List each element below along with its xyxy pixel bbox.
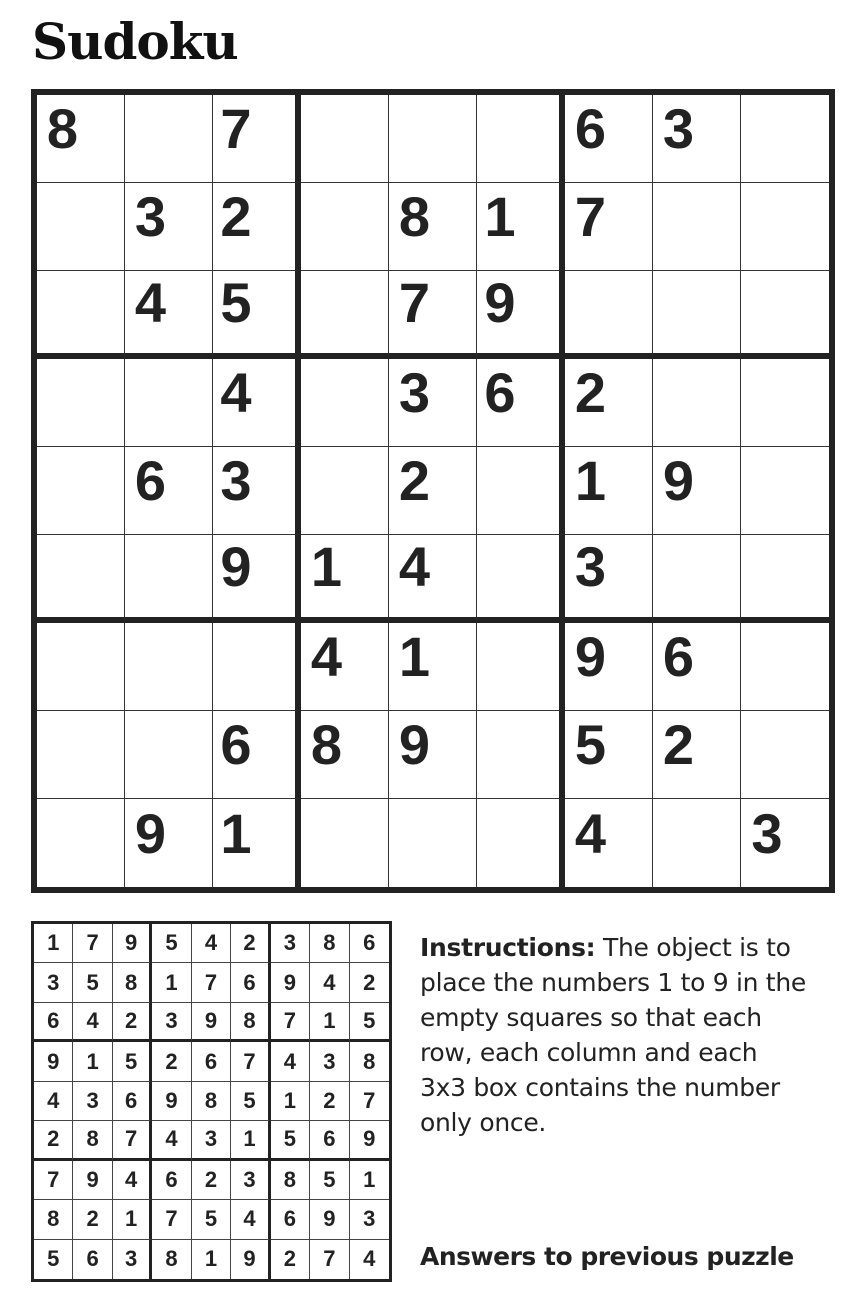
- instructions: [420, 930, 810, 1140]
- puzzle-cell-r3-c1[interactable]: [37, 271, 125, 359]
- puzzle-cell-r2-c6: [477, 183, 565, 271]
- puzzle-cell-r6-c8[interactable]: [653, 535, 741, 623]
- answer-digit: 5: [243, 1087, 256, 1113]
- puzzle-digit: 9: [484, 270, 516, 334]
- puzzle-digit: 9: [134, 801, 167, 865]
- answer-digit: 4: [86, 1008, 99, 1034]
- answer-digit: 3: [243, 1166, 256, 1192]
- puzzle-digit: 5: [220, 270, 252, 334]
- answer-cell-r6-c4: [152, 1121, 191, 1160]
- answers-caption: Answers to previous puzzle: [420, 1242, 794, 1271]
- puzzle-cell-r8-c6[interactable]: [477, 711, 565, 799]
- answer-digit: 4: [124, 1166, 138, 1192]
- page-title: Sudoku: [32, 12, 238, 71]
- answer-cell-r6-c8: [310, 1121, 349, 1160]
- puzzle-digit: 5: [574, 713, 607, 776]
- puzzle-cell-r9-c5[interactable]: [389, 799, 477, 887]
- answer-digit: 7: [323, 1246, 336, 1272]
- answer-cell-r9-c9: [350, 1240, 389, 1279]
- puzzle-digit: 3: [134, 185, 167, 248]
- answer-cell-r2-c5: [192, 963, 231, 1002]
- answer-cell-r1-c1: [34, 924, 73, 963]
- answer-cell-r7-c1: [34, 1161, 73, 1200]
- answer-digit: 4: [243, 1206, 256, 1232]
- puzzle-cell-r4-c5: [389, 359, 477, 447]
- answer-digit: 8: [86, 1126, 99, 1152]
- puzzle-cell-r2-c8[interactable]: [653, 183, 741, 271]
- puzzle-digit: 4: [134, 270, 167, 334]
- answer-cell-r5-c9: [350, 1082, 389, 1121]
- puzzle-cell-r3-c3: [213, 271, 301, 359]
- answer-cell-r9-c1: [34, 1240, 73, 1279]
- answer-digit: 3: [165, 1008, 178, 1034]
- puzzle-digit: 6: [134, 449, 167, 512]
- answer-cell-r5-c4: [152, 1082, 191, 1121]
- answer-cell-r4-c7: [271, 1042, 310, 1081]
- puzzle-cell-r8-c4: [301, 711, 389, 799]
- answer-digit: 9: [124, 930, 138, 956]
- answer-cell-r8-c7: [271, 1200, 310, 1239]
- puzzle-cell-r5-c5: [389, 447, 477, 535]
- puzzle-digit: 8: [310, 713, 343, 776]
- puzzle-digit: 3: [662, 97, 695, 160]
- puzzle-digit: 3: [220, 449, 252, 512]
- answer-digit: 3: [86, 1087, 99, 1113]
- answer-digit: 2: [363, 969, 376, 995]
- answer-digit: 2: [323, 1087, 336, 1113]
- puzzle-cell-r1-c2[interactable]: [125, 95, 213, 183]
- answer-cell-r7-c4: [152, 1161, 191, 1200]
- puzzle-cell-r7-c7: [565, 623, 653, 711]
- answer-cell-r8-c8: [310, 1200, 349, 1239]
- puzzle-cell-r5-c7: [565, 447, 653, 535]
- answer-digit: 2: [243, 930, 256, 956]
- answer-cell-r8-c5: [192, 1200, 231, 1239]
- puzzle-cell-r3-c7[interactable]: [565, 271, 653, 359]
- puzzle-cell-r6-c7: [565, 535, 653, 623]
- puzzle-cell-r2-c1[interactable]: [37, 183, 125, 271]
- puzzle-cell-r4-c6: [477, 359, 565, 447]
- answer-digit: 6: [283, 1206, 296, 1232]
- puzzle-digit: 2: [398, 449, 431, 512]
- puzzle-cell-r4-c3: [213, 359, 301, 447]
- puzzle-digit: 1: [574, 449, 607, 512]
- puzzle-digit: 2: [220, 185, 252, 248]
- puzzle-cell-r9-c2: [125, 799, 213, 887]
- answer-cell-r1-c9: [350, 924, 389, 963]
- answer-digit: 7: [47, 1166, 60, 1192]
- puzzle-cell-r8-c9[interactable]: [741, 711, 829, 799]
- puzzle-cell-r2-c9[interactable]: [741, 183, 829, 271]
- answer-cell-r4-c9: [350, 1042, 389, 1081]
- puzzle-cell-r7-c9[interactable]: [741, 623, 829, 711]
- answer-digit: 1: [165, 969, 178, 995]
- answer-digit: 3: [283, 930, 296, 956]
- puzzle-digit: 2: [662, 713, 695, 776]
- answer-digit: 1: [47, 930, 60, 956]
- puzzle-cell-r5-c1[interactable]: [37, 447, 125, 535]
- answer-digit: 7: [124, 1126, 138, 1152]
- puzzle-cell-r1-c9[interactable]: [741, 95, 829, 183]
- answer-digit: 9: [86, 1166, 99, 1192]
- answer-digit: 6: [323, 1126, 336, 1152]
- answer-digit: 5: [283, 1126, 296, 1152]
- puzzle-digit: 6: [574, 97, 607, 160]
- answer-digit: 1: [323, 1008, 336, 1034]
- answer-digit: 8: [47, 1206, 60, 1232]
- answer-cell-r3-c1: [34, 1003, 73, 1042]
- puzzle-digit: 3: [574, 534, 607, 598]
- puzzle-digit: 3: [398, 361, 431, 424]
- puzzle-cell-r7-c5: [389, 623, 477, 711]
- puzzle-cell-r9-c4[interactable]: [301, 799, 389, 887]
- answer-cell-r2-c2: [73, 963, 112, 1002]
- answer-cell-r2-c8: [310, 963, 349, 1002]
- answer-cell-r3-c5: [192, 1003, 231, 1042]
- answer-digit: 6: [204, 1048, 218, 1074]
- answer-digit: 2: [47, 1126, 60, 1152]
- puzzle-cell-r3-c9[interactable]: [741, 271, 829, 359]
- answer-digit: 7: [165, 1206, 178, 1232]
- answer-cell-r1-c4: [152, 924, 191, 963]
- answer-cell-r6-c1: [34, 1121, 73, 1160]
- puzzle-digit: 4: [574, 801, 607, 865]
- puzzle-cell-r4-c1[interactable]: [37, 359, 125, 447]
- answer-cell-r7-c3: [113, 1161, 152, 1200]
- puzzle-digit: 1: [398, 625, 431, 688]
- answer-digit: 4: [363, 1246, 376, 1272]
- answer-digit: 1: [243, 1126, 256, 1152]
- answer-cell-r3-c2: [73, 1003, 112, 1042]
- previous-answers-grid: [31, 921, 392, 1282]
- answer-digit: 8: [323, 930, 336, 956]
- answer-digit: 6: [124, 1087, 138, 1113]
- answer-digit: 5: [124, 1048, 138, 1074]
- answer-cell-r7-c9: [350, 1161, 389, 1200]
- puzzle-digit: 7: [574, 185, 607, 248]
- puzzle-digit: 1: [484, 185, 516, 248]
- answer-cell-r5-c5: [192, 1082, 231, 1121]
- answer-cell-r3-c4: [152, 1003, 191, 1042]
- puzzle-digit: 9: [220, 534, 252, 598]
- answer-cell-r9-c5: [192, 1240, 231, 1279]
- puzzle-cell-r4-c2[interactable]: [125, 359, 213, 447]
- puzzle-digit: 9: [574, 625, 607, 688]
- puzzle-cell-r6-c3: [213, 535, 301, 623]
- answer-cell-r6-c7: [271, 1121, 310, 1160]
- puzzle-cell-r8-c5: [389, 711, 477, 799]
- puzzle-cell-r3-c4[interactable]: [301, 271, 389, 359]
- answer-cell-r6-c9: [350, 1121, 389, 1160]
- answer-cell-r2-c1: [34, 963, 73, 1002]
- puzzle-cell-r9-c7: [565, 799, 653, 887]
- answer-digit: 8: [204, 1087, 218, 1113]
- answer-digit: 9: [323, 1206, 336, 1232]
- answer-cell-r1-c3: [113, 924, 152, 963]
- answer-cell-r2-c7: [271, 963, 310, 1002]
- answer-cell-r2-c6: [231, 963, 270, 1002]
- answer-digit: 4: [283, 1048, 296, 1074]
- answer-digit: 7: [283, 1008, 296, 1034]
- answer-cell-r3-c9: [350, 1003, 389, 1042]
- puzzle-digit: 7: [220, 97, 252, 160]
- instructions-text: The object is to place the numbers 1 to 9 in the empty squares so that each row, each column and each 3x3 box contains the number only once.: [420, 933, 806, 1137]
- puzzle-cell-r8-c3: [213, 711, 301, 799]
- puzzle-cell-r5-c8: [653, 447, 741, 535]
- answer-digit: 8: [165, 1246, 178, 1272]
- answer-cell-r2-c9: [350, 963, 389, 1002]
- puzzle-digit: 6: [662, 625, 695, 688]
- answer-cell-r5-c7: [271, 1082, 310, 1121]
- puzzle-cell-r1-c5[interactable]: [389, 95, 477, 183]
- answer-digit: 7: [86, 930, 99, 956]
- puzzle-cell-r8-c8: [653, 711, 741, 799]
- answer-cell-r4-c5: [192, 1042, 231, 1081]
- answer-digit: 2: [124, 1008, 138, 1034]
- answer-cell-r3-c6: [231, 1003, 270, 1042]
- puzzle-cell-r9-c1[interactable]: [37, 799, 125, 887]
- puzzle-cell-r2-c4[interactable]: [301, 183, 389, 271]
- puzzle-cell-r7-c2[interactable]: [125, 623, 213, 711]
- answer-cell-r8-c9: [350, 1200, 389, 1239]
- answer-digit: 3: [363, 1206, 376, 1232]
- puzzle-cell-r9-c8[interactable]: [653, 799, 741, 887]
- puzzle-cell-r3-c8[interactable]: [653, 271, 741, 359]
- answer-digit: 6: [165, 1166, 178, 1192]
- answer-cell-r4-c8: [310, 1042, 349, 1081]
- answer-digit: 5: [165, 930, 178, 956]
- answer-cell-r7-c7: [271, 1161, 310, 1200]
- answer-digit: 2: [86, 1206, 99, 1232]
- puzzle-cell-r3-c2: [125, 271, 213, 359]
- answer-digit: 1: [124, 1206, 138, 1232]
- puzzle-digit: 2: [574, 361, 607, 424]
- puzzle-cell-r6-c9[interactable]: [741, 535, 829, 623]
- answer-cell-r4-c6: [231, 1042, 270, 1081]
- answer-digit: 4: [323, 969, 336, 995]
- answer-cell-r9-c8: [310, 1240, 349, 1279]
- answer-digit: 1: [204, 1246, 218, 1272]
- answer-digit: 3: [47, 969, 60, 995]
- answer-digit: 5: [204, 1206, 218, 1232]
- answer-digit: 6: [243, 969, 256, 995]
- answer-digit: 4: [47, 1087, 60, 1113]
- puzzle-cell-r2-c5: [389, 183, 477, 271]
- answer-digit: 9: [47, 1048, 60, 1074]
- answer-cell-r4-c2: [73, 1042, 112, 1081]
- puzzle-cell-r8-c7: [565, 711, 653, 799]
- puzzle-cell-r6-c6[interactable]: [477, 535, 565, 623]
- puzzle-cell-r2-c7: [565, 183, 653, 271]
- answer-digit: 7: [243, 1048, 256, 1074]
- puzzle-cell-r1-c7: [565, 95, 653, 183]
- answer-digit: 8: [363, 1048, 376, 1074]
- puzzle-cell-r3-c6: [477, 271, 565, 359]
- puzzle-cell-r5-c6[interactable]: [477, 447, 565, 535]
- puzzle-digit: 1: [220, 801, 252, 865]
- answer-digit: 5: [47, 1246, 60, 1272]
- answer-cell-r8-c3: [113, 1200, 152, 1239]
- puzzle-cell-r9-c3: [213, 799, 301, 887]
- answer-cell-r6-c6: [231, 1121, 270, 1160]
- answer-cell-r5-c2: [73, 1082, 112, 1121]
- puzzle-digit: 9: [662, 449, 695, 512]
- puzzle-cell-r7-c6[interactable]: [477, 623, 565, 711]
- answer-cell-r8-c2: [73, 1200, 112, 1239]
- answer-cell-r9-c2: [73, 1240, 112, 1279]
- puzzle-cell-r6-c4: [301, 535, 389, 623]
- answer-cell-r3-c8: [310, 1003, 349, 1042]
- answer-cell-r8-c6: [231, 1200, 270, 1239]
- puzzle-cell-r7-c8: [653, 623, 741, 711]
- answer-digit: 8: [124, 969, 138, 995]
- puzzle-cell-r7-c3[interactable]: [213, 623, 301, 711]
- answer-digit: 3: [124, 1246, 138, 1272]
- answer-digit: 7: [204, 969, 218, 995]
- answer-cell-r5-c6: [231, 1082, 270, 1121]
- puzzle-digit: 6: [220, 713, 252, 776]
- answer-digit: 2: [204, 1166, 218, 1192]
- puzzle-cell-r1-c8: [653, 95, 741, 183]
- puzzle-cell-r9-c9: [741, 799, 829, 887]
- answer-cell-r6-c5: [192, 1121, 231, 1160]
- puzzle-cell-r7-c1[interactable]: [37, 623, 125, 711]
- puzzle-digit: 4: [220, 361, 252, 424]
- answer-cell-r1-c5: [192, 924, 231, 963]
- answer-cell-r4-c3: [113, 1042, 152, 1081]
- answer-digit: 3: [323, 1048, 336, 1074]
- answer-cell-r2-c4: [152, 963, 191, 1002]
- answer-digit: 1: [86, 1048, 99, 1074]
- puzzle-cell-r4-c8[interactable]: [653, 359, 741, 447]
- puzzle-cell-r1-c6[interactable]: [477, 95, 565, 183]
- answer-cell-r3-c3: [113, 1003, 152, 1042]
- puzzle-cell-r5-c9[interactable]: [741, 447, 829, 535]
- answer-cell-r6-c2: [73, 1121, 112, 1160]
- answer-cell-r9-c6: [231, 1240, 270, 1279]
- answer-cell-r5-c1: [34, 1082, 73, 1121]
- answer-cell-r6-c3: [113, 1121, 152, 1160]
- answer-cell-r2-c3: [113, 963, 152, 1002]
- answer-digit: 1: [283, 1087, 296, 1113]
- puzzle-cell-r4-c4[interactable]: [301, 359, 389, 447]
- answer-digit: 2: [283, 1246, 296, 1272]
- answer-cell-r7-c5: [192, 1161, 231, 1200]
- answer-digit: 5: [363, 1008, 376, 1034]
- puzzle-digit: 3: [751, 801, 783, 865]
- answer-digit: 9: [283, 969, 296, 995]
- answer-cell-r9-c3: [113, 1240, 152, 1279]
- puzzle-cell-r6-c5: [389, 535, 477, 623]
- puzzle-cell-r3-c5: [389, 271, 477, 359]
- puzzle-cell-r1-c3: [213, 95, 301, 183]
- answer-digit: 5: [86, 969, 99, 995]
- answer-cell-r1-c8: [310, 924, 349, 963]
- answer-cell-r9-c4: [152, 1240, 191, 1279]
- puzzle-cell-r6-c2[interactable]: [125, 535, 213, 623]
- answer-cell-r8-c1: [34, 1200, 73, 1239]
- answer-cell-r5-c8: [310, 1082, 349, 1121]
- answer-digit: 1: [363, 1166, 376, 1192]
- puzzle-cell-r1-c4[interactable]: [301, 95, 389, 183]
- answer-digit: 8: [283, 1166, 296, 1192]
- answer-digit: 6: [47, 1008, 60, 1034]
- puzzle-digit: 9: [398, 713, 431, 776]
- puzzle-cell-r4-c7: [565, 359, 653, 447]
- answer-cell-r1-c2: [73, 924, 112, 963]
- answer-cell-r4-c4: [152, 1042, 191, 1081]
- answer-digit: 5: [323, 1166, 336, 1192]
- answer-digit: 8: [243, 1008, 256, 1034]
- puzzle-cell-r1-c1: [37, 95, 125, 183]
- puzzle-digit: 1: [310, 534, 343, 598]
- puzzle-digit: 7: [398, 270, 431, 334]
- answer-digit: 2: [165, 1048, 178, 1074]
- puzzle-cell-r8-c1[interactable]: [37, 711, 125, 799]
- answer-digit: 7: [363, 1087, 376, 1113]
- answer-digit: 4: [165, 1126, 178, 1152]
- answer-cell-r8-c4: [152, 1200, 191, 1239]
- answer-digit: 9: [204, 1008, 218, 1034]
- answer-cell-r1-c6: [231, 924, 270, 963]
- puzzle-cell-r5-c4[interactable]: [301, 447, 389, 535]
- answer-cell-r9-c7: [271, 1240, 310, 1279]
- puzzle-digit: 8: [46, 97, 79, 160]
- puzzle-cell-r5-c2: [125, 447, 213, 535]
- puzzle-cell-r9-c6[interactable]: [477, 799, 565, 887]
- puzzle-digit: 4: [310, 625, 343, 688]
- puzzle-cell-r8-c2[interactable]: [125, 711, 213, 799]
- puzzle-cell-r2-c2: [125, 183, 213, 271]
- answer-digit: 9: [165, 1087, 178, 1113]
- answer-digit: 9: [243, 1246, 256, 1272]
- answer-digit: 6: [86, 1246, 99, 1272]
- answer-cell-r3-c7: [271, 1003, 310, 1042]
- puzzle-cell-r5-c3: [213, 447, 301, 535]
- answer-digit: 3: [204, 1126, 218, 1152]
- answer-cell-r4-c1: [34, 1042, 73, 1081]
- puzzle-cell-r6-c1[interactable]: [37, 535, 125, 623]
- answer-cell-r7-c8: [310, 1161, 349, 1200]
- answer-cell-r5-c3: [113, 1082, 152, 1121]
- sudoku-puzzle-grid: [31, 89, 835, 893]
- answer-digit: 9: [363, 1126, 376, 1152]
- answer-digit: 4: [204, 930, 218, 956]
- puzzle-digit: 4: [398, 534, 431, 598]
- puzzle-digit: 6: [484, 361, 516, 424]
- answer-cell-r7-c2: [73, 1161, 112, 1200]
- puzzle-cell-r7-c4: [301, 623, 389, 711]
- puzzle-cell-r2-c3: [213, 183, 301, 271]
- puzzle-cell-r4-c9[interactable]: [741, 359, 829, 447]
- answer-cell-r1-c7: [271, 924, 310, 963]
- answer-digit: 6: [363, 930, 376, 956]
- puzzle-digit: 8: [398, 185, 431, 248]
- answer-cell-r7-c6: [231, 1161, 270, 1200]
- instructions-label: Instructions:: [420, 933, 596, 962]
